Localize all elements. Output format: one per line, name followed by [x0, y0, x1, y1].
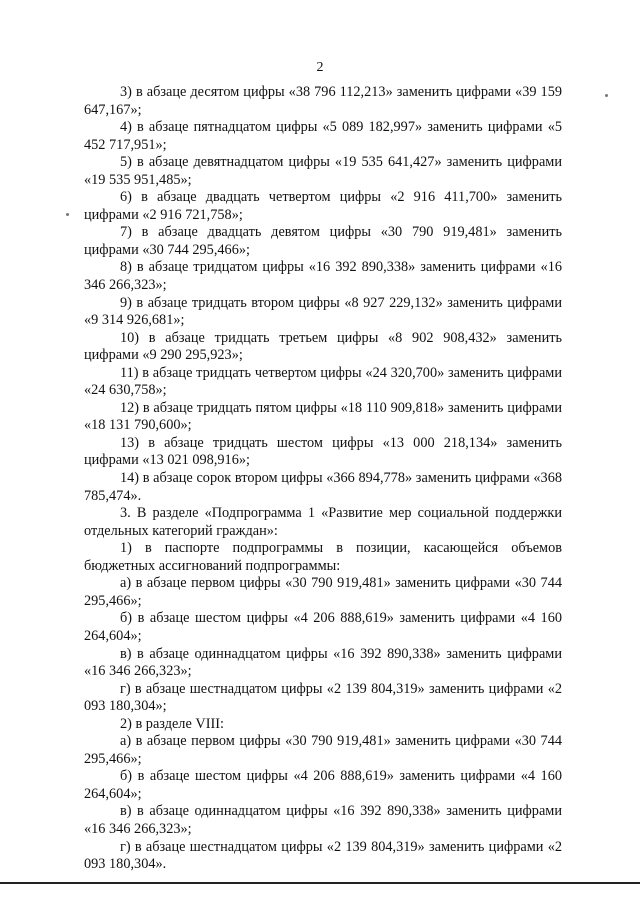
paragraph: 11) в абзаце тридцать четвертом цифры «24 320,700» заменить цифрами «24 630,758»; — [84, 364, 562, 399]
paragraph: 3) в абзаце десятом цифры «38 796 112,213» заменить цифрами «39 159 647,167»; — [84, 84, 562, 118]
paragraph: 2) в разделе VIII: — [120, 715, 224, 732]
paragraph: 9) в абзаце тридцать втором цифры «8 927 229,132» заменить цифрами «9 314 926,681»; — [84, 294, 562, 329]
paragraph: 13) в абзаце тридцать шестом цифры «13 000 218,134» заменить цифрами «13 021 098,916»; — [84, 434, 562, 469]
paragraph: 14) в абзаце сорок втором цифры «366 894,778» заменить цифрами «368 785,474». — [84, 470, 562, 504]
paragraph: 4) в абзаце пятнадцатом цифры «5 089 182,997» заменить цифрами «5 452 717,951»; — [84, 119, 562, 153]
page-number: 2 — [316, 60, 324, 75]
paragraph: 5) в абзаце девятнадцатом цифры «19 535 641,427» заменить цифрами «19 535 951,485»; — [84, 154, 562, 188]
paragraph: б) в абзаце шестом цифры «4 206 888,619» заменить цифрами «4 160 264,604»; — [84, 610, 562, 644]
paragraph: 10) в абзаце тридцать третьем цифры «8 902 908,432» заменить цифрами «9 290 295,923»; — [84, 329, 562, 364]
paragraph: б) в абзаце шестом цифры «4 206 888,619» заменить цифрами «4 160 264,604»; — [84, 768, 562, 802]
scan-speck — [605, 94, 608, 97]
paragraph: г) в абзаце шестнадцатом цифры «2 139 804,319» заменить цифрами «2 093 180,304». — [84, 838, 562, 873]
paragraph: в) в абзаце одиннадцатом цифры «16 392 890,338» заменить цифрами «16 346 266,323»; — [84, 803, 562, 837]
paragraph: 6) в абзаце двадцать четвертом цифры «2 916 411,700» заменить цифрами «2 916 721,758»; — [84, 189, 562, 223]
paragraph: 12) в абзаце тридцать пятом цифры «18 110 909,818» заменить цифрами «18 131 790,600»; — [84, 399, 562, 434]
paragraph: в) в абзаце одиннадцатом цифры «16 392 890,338» заменить цифрами «16 346 266,323»; — [84, 645, 562, 680]
bottom-rule — [0, 882, 640, 884]
paragraph: 1) в паспорте подпрограммы в позиции, касающейся объемов бюджетных ассигнований подпрограммы: — [84, 540, 562, 574]
paragraph: а) в абзаце первом цифры «30 790 919,481» заменить цифрами «30 744 295,466»; — [84, 733, 562, 767]
document-body — [84, 84, 562, 874]
paragraph: а) в абзаце первом цифры «30 790 919,481» заменить цифрами «30 744 295,466»; — [84, 575, 562, 609]
paragraph: 7) в абзаце двадцать девятом цифры «30 790 919,481» заменить цифрами «30 744 295,466»; — [84, 224, 562, 258]
scan-speck — [66, 213, 69, 216]
paragraph: г) в абзаце шестнадцатом цифры «2 139 804,319» заменить цифрами «2 093 180,304»; — [84, 680, 562, 715]
section-heading: 3. В разделе «Подпрограмма 1 «Развитие мер социальной поддержки отдельных категорий граждан»: — [84, 505, 562, 539]
paragraph: 8) в абзаце тридцатом цифры «16 392 890,338» заменить цифрами «16 346 266,323»; — [84, 259, 562, 294]
